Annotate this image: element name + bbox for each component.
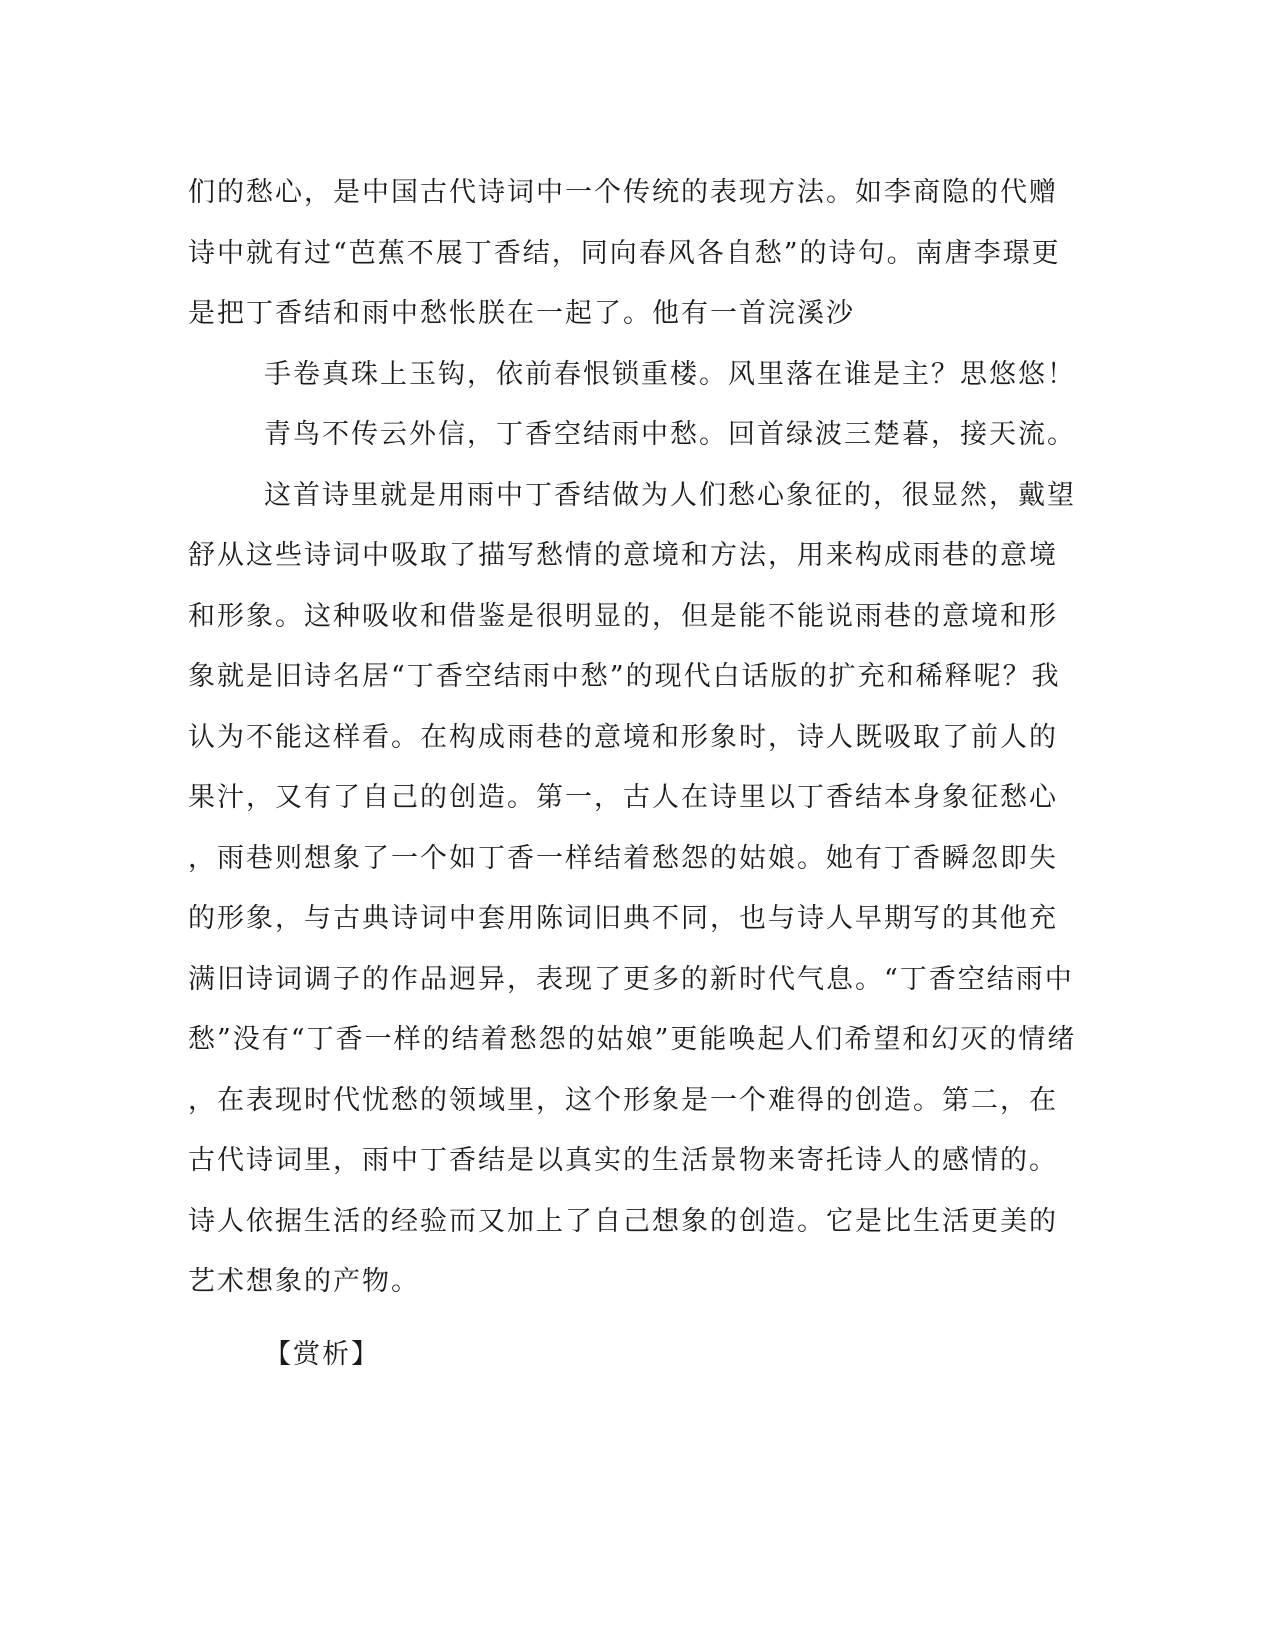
text-line: 的形象，与古典诗词中套用陈词旧典不同，也与诗人早期写的其他充 (188, 903, 1058, 934)
text-line: 古代诗词里，雨中丁香结是以真实的生活景物来寄托诗人的感情的。 (188, 1145, 1058, 1176)
text-line: ，在表现时代忧愁的领域里，这个形象是一个难得的创造。第二，在 (188, 1084, 1058, 1116)
text-line: 这首诗里就是用雨中丁香结做为人们愁心象征的，很显然，戴望 (264, 479, 1076, 511)
text-line: 诗人依据生活的经验而又加上了自己想象的创造。它是比生活更美的 (188, 1205, 1058, 1237)
text-line: 果汁，又有了自己的创造。第一，古人在诗里以丁香结本身象征愁心 (188, 782, 1058, 813)
poem-line: 手卷真珠上玉钩，依前春恨锁重楼。风里落在谁是主？思悠悠！ (264, 358, 1076, 390)
text-line: 象就是旧诗名居“丁香空结雨中愁”的现代白话版的扩充和稀释呢？我 (188, 661, 1061, 692)
text-line: 们的愁心，是中国古代诗词中一个传统的表现方法。如李商隐的代赠 (188, 177, 1058, 208)
poem-line: 青鸟不传云外信，丁香空结雨中愁。回首绿波三楚暮，接天流。 (264, 419, 1076, 450)
body-text (188, 163, 1077, 1385)
text-line: 满旧诗词调子的作品迥异，表现了更多的新时代气息。“丁香空结雨中 (188, 963, 1074, 995)
text-line: 和形象。这种吸收和借鉴是很明显的，但是能不能说雨巷的意境和形 (188, 600, 1058, 632)
section-heading: 【赏析】 (264, 1338, 380, 1370)
text-line: 愁”没有“丁香一样的结着愁怨的姑娘”更能唤起人们希望和幻灭的情绪 (188, 1024, 1077, 1055)
text-line: 艺术想象的产物。 (188, 1266, 420, 1297)
text-line: ，雨巷则想象了一个如丁香一样结着愁怨的姑娘。她有丁香瞬忽即失 (188, 842, 1058, 874)
text-line: 认为不能这样看。在构成雨巷的意境和形象时，诗人既吸取了前人的 (188, 721, 1058, 753)
text-line: 是把丁香结和雨中愁怅朕在一起了。他有一首浣溪沙 (188, 298, 855, 329)
text-line: 诗中就有过“芭蕉不展丁香结，同向春风各自愁”的诗句。南唐李璟更 (188, 237, 1061, 269)
text-line: 舒从这些诗词中吸取了描写愁情的意境和方法，用来构成雨巷的意境 (188, 540, 1058, 571)
